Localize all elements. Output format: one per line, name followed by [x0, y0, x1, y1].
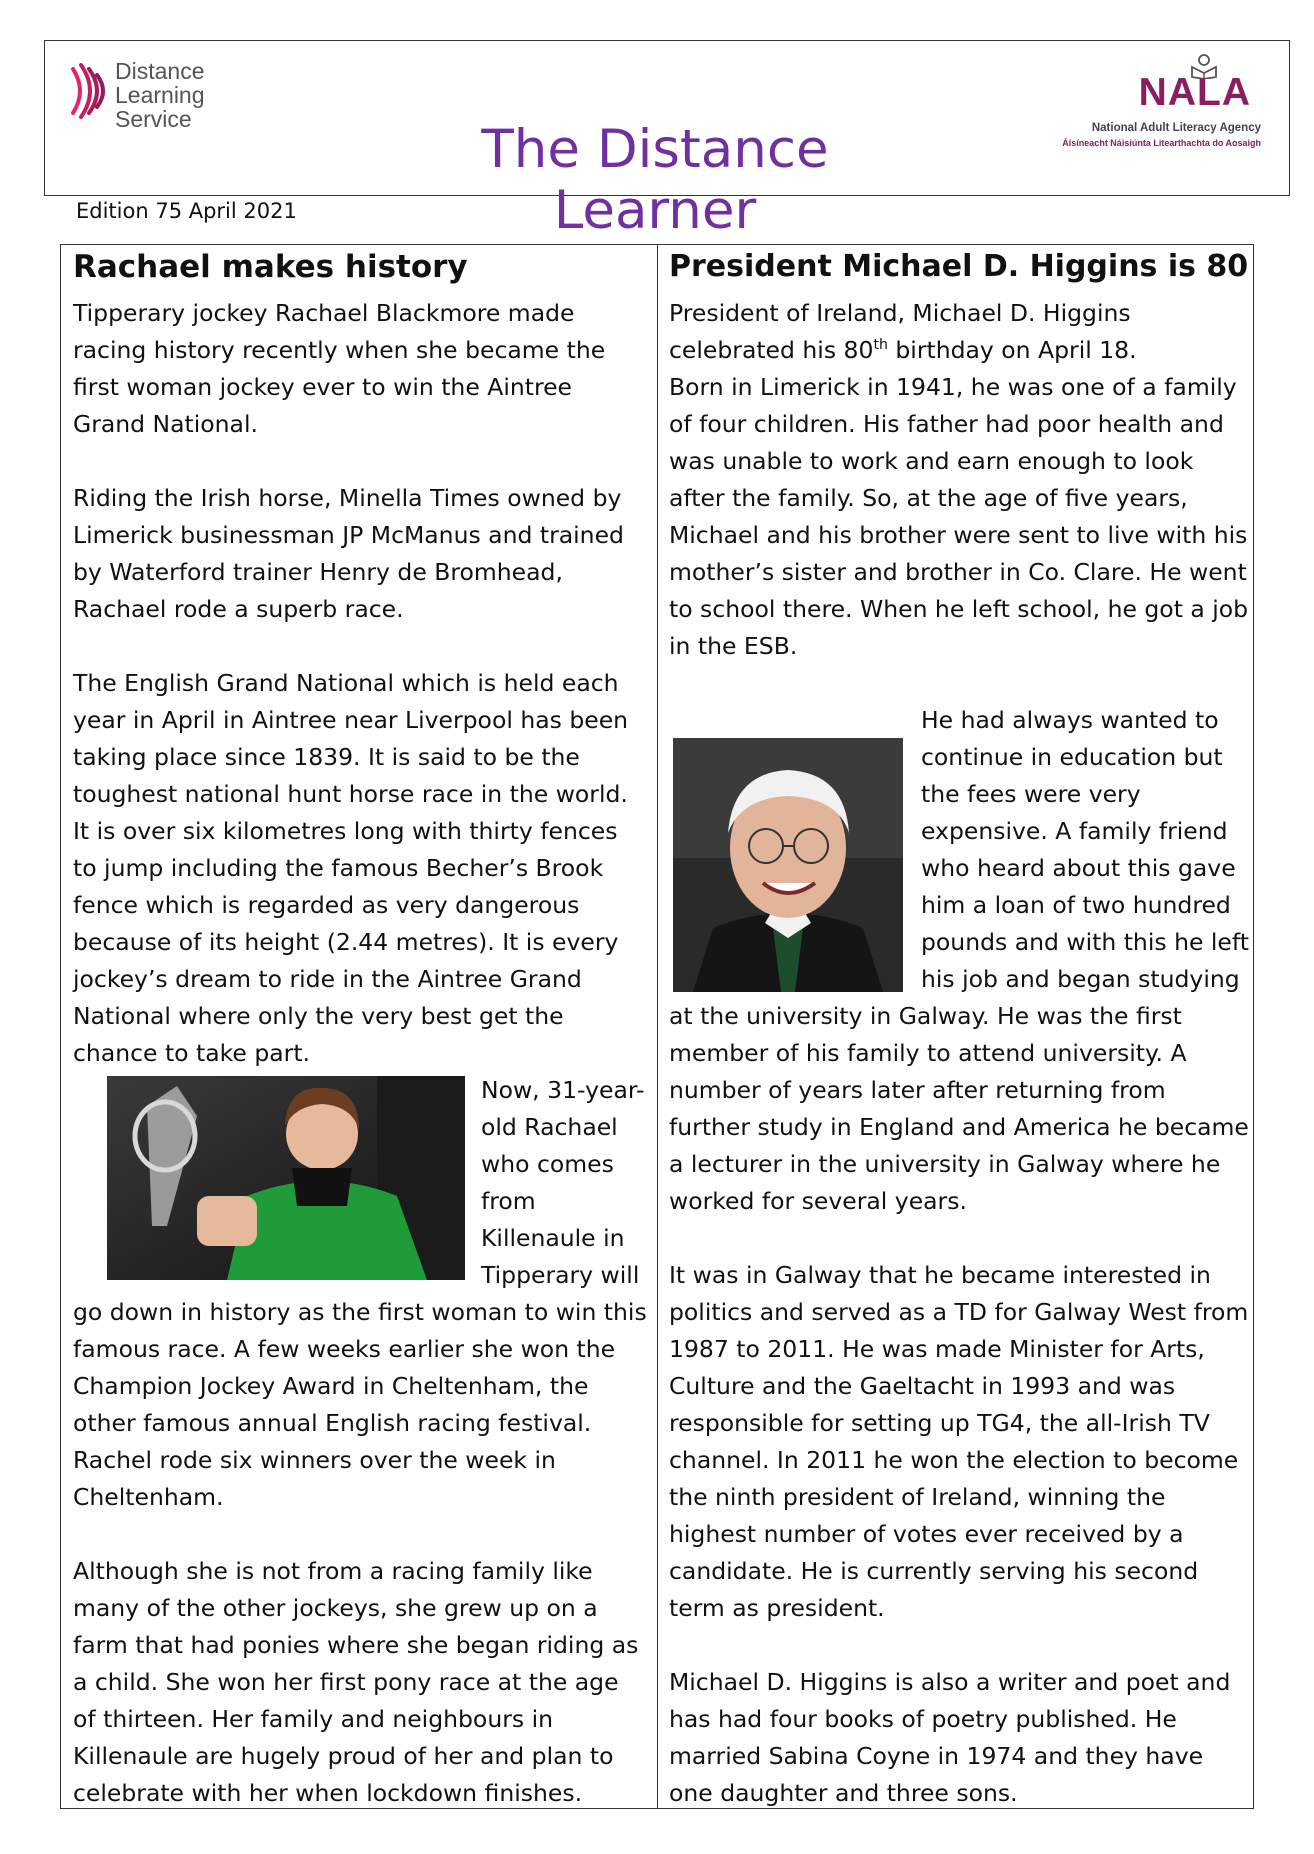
newsletter-title: The Distance Learner: [481, 119, 829, 241]
left-paragraph-1: Tipperary jockey Rachael Blackmore made racing history recently when she became the first woman jockey ever to win the Aintree Grand National.: [73, 299, 606, 438]
ordinal-suffix: th: [873, 337, 888, 354]
right-paragraph-3: [669, 702, 1249, 1220]
articles-frame: [60, 244, 1254, 1809]
distance-learning-service-logo: [65, 53, 245, 143]
right-headline: President Michael D. Higgins is 80: [669, 249, 1249, 284]
right-paragraph-2: Born in Limerick in 1941, he was one of a family of four children. His father had poor health and was unable to work and earn enough to look after the family. So, at the age of five years, Michael and his brother were sent to live with his mother’s sister and brother in Co. Clare. He went to school there. When he left school, he got a job in the ESB.: [669, 373, 1249, 660]
edition-label: Edition 75 April 2021: [76, 199, 297, 223]
left-paragraph-4: Now, 31-year-old Rachael who comes from Killenaule in Tipperary will go down in history as the first woman to win this famous race. A few weeks earlier she won the Champion Jockey Award in Cheltenham, the other famous annual English racing festival. Rachel rode six winners over the week in Cheltenham.: [73, 1076, 647, 1511]
right-paragraph-1-end: birthday on April 18.: [887, 336, 1137, 364]
rachael-blackmore-photo: [107, 1076, 465, 1280]
logo-line-1: Distance: [115, 58, 205, 84]
nala-logo: [1061, 49, 1261, 169]
left-paragraph-3: The English Grand National which is held each year in April in Aintree near Liverpool has been taking place since 1839. It is said to be the toughest national hunt horse race in the world. It is over six kilometres long with thirty fences to jump including the famous Becher’s Brook fence which is regarded as very dangerous because of its height (2.44 metres). It is every jockey’s dream to ride in the Aintree Grand National where only the very best get the chance to take part.: [73, 669, 629, 1067]
right-paragraph-3-text: He had always wanted to continue in education but the fees were very expensive. A family friend who heard about this gave him a loan of two hundred pounds and with this he left his job and began studying at the university in Galway. He was the first member of his family to attend university. A number of years later after returning from further study in England and America he became a lecturer in the university in Galway where he worked for several years.: [669, 706, 1249, 1215]
left-headline: Rachael makes history: [73, 249, 468, 285]
left-paragraph-2: Riding the Irish horse, Minella Times owned by Limerick businessman JP McManus and trained by Waterford trainer Henry de Bromhead, Rachael rode a superb race.: [73, 484, 624, 623]
michael-d-higgins-portrait: [673, 738, 903, 992]
nala-subtitle-irish: Áisíneacht Náisiúnta Litearthachta do Aosaigh: [1062, 138, 1261, 148]
logo-line-2: Learning: [115, 82, 205, 108]
logo-text: [115, 59, 205, 131]
right-article: [669, 245, 1249, 1808]
right-paragraph-4: It was in Galway that he became interested in politics and served as a TD for Galway West from 1987 to 2011. He was made Minister for Arts, Culture and the Gaeltacht in 1993 and was responsible for setting up TG4, the all-Irish TV channel. In 2011 he won the election to become the ninth president of Ireland, winning the highest number of votes ever received by a candidate. He is currently serving his second term as president.: [669, 1261, 1249, 1622]
nala-subtitle: National Adult Literacy Agency: [1091, 122, 1261, 134]
right-paragraph-1: [669, 295, 1249, 369]
right-paragraph-1-text: President of Ireland, Michael D. Higgins celebrated his 80: [669, 299, 1131, 364]
right-paragraph-5: Michael D. Higgins is also a writer and poet and has had four books of poetry published. He married Sabina Coyne in 1974 and they have one daughter and three sons.: [669, 1668, 1231, 1807]
nala-wordmark: NALA: [1138, 71, 1251, 114]
column-divider: [657, 245, 658, 1808]
left-paragraph-5: Although she is not from a racing family like many of the other jockeys, she grew up on a farm that had ponies where she began riding as a child. She won her first pony race at the age of thirteen. Her family and neighbours in Killenaule are hugely proud of her and plan to celebrate with her when lockdown finishes.: [73, 1557, 639, 1807]
left-article: [73, 245, 647, 1808]
logo-line-3: Service: [115, 106, 192, 132]
waves-icon: [65, 61, 117, 121]
